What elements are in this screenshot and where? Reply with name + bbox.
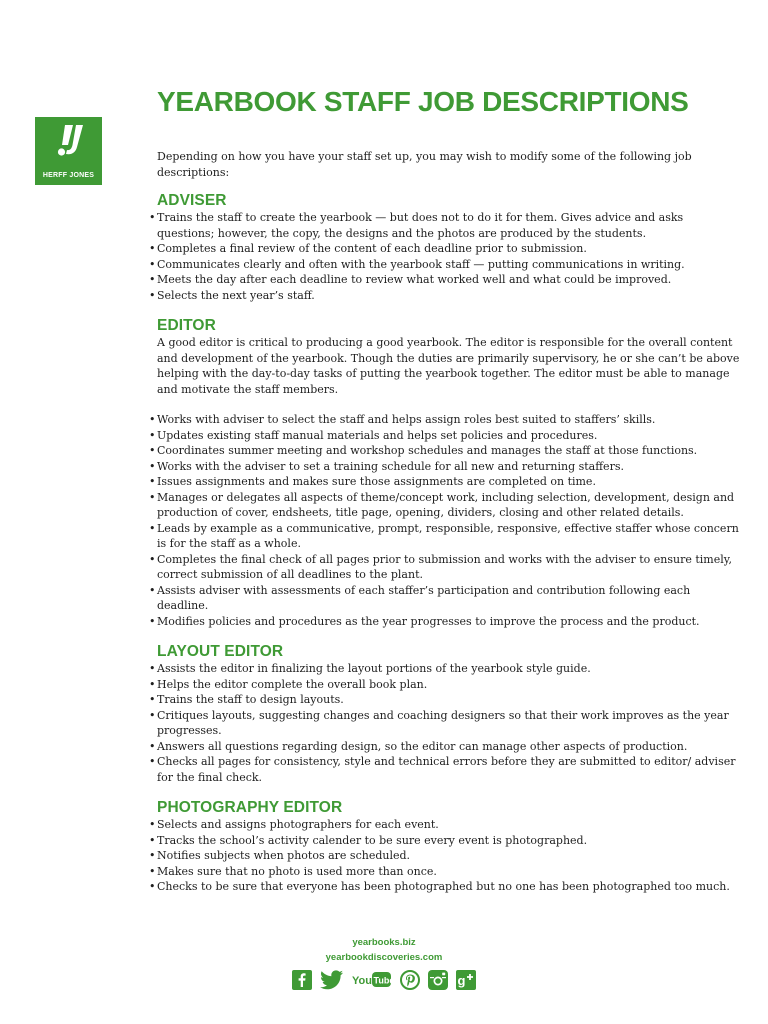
list-item: • Updates existing staff manual materials and helps set policies and procedures. (157, 428, 742, 444)
list-item: • Leads by example as a communicative, prompt, responsible, responsive, effective staffer whose concern is for the staff as a whole. (157, 521, 742, 552)
list-item: • Checks to be sure that everyone has been photographed but no one has been photographed too much. (157, 879, 742, 895)
editor-description: A good editor is critical to producing a good yearbook. The editor is responsible for the overall content and development of the yearbook. Though the duties are primarily supervisory, he or she can’t be above helping with the day-to-day tasks of putting the yearbook together. The editor must be able to manage and motivate the staff members. (157, 336, 740, 396)
list-item: • Tracks the school’s activity calender to be sure every event is photographed. (157, 833, 742, 849)
list-item: • Communicates clearly and often with the yearbook staff — putting communications in writing. (157, 257, 742, 273)
section-layout-editor (157, 643, 742, 785)
editor-duties-list (157, 412, 742, 629)
instagram-icon[interactable] (428, 970, 448, 990)
intro-text: Depending on how you have your staff set up, you may wish to modify some of the following job descriptions: (157, 150, 692, 179)
footer (0, 935, 768, 994)
list-item: • Makes sure that no photo is used more than once. (157, 864, 742, 880)
section-editor (157, 317, 742, 629)
social-icons (292, 970, 476, 990)
svg-text:g: g (457, 973, 466, 988)
google-plus-icon[interactable] (456, 970, 476, 990)
page-title: YEARBOOK STAFF JOB DESCRIPTIONS (157, 86, 689, 117)
list-item: • Completes a final review of the content of each deadline prior to submission. (157, 241, 742, 257)
list-item: • Assists adviser with assessments of each staffer’s participation and contribution following each deadline. (157, 583, 742, 614)
list-item: • Trains the staff to create the yearbook — but does not to do it for them. Gives advice and asks questions; however, the copy, the designs and the photos are produced by the students. (157, 210, 742, 241)
section-adviser (157, 192, 742, 303)
herff-jones-logo (35, 117, 102, 185)
list-item: • Meets the day after each deadline to review what worked well and what could be improved. (157, 272, 742, 288)
logo-mark-icon (35, 123, 102, 163)
list-item: • Works with adviser to select the staff and helps assign roles best suited to staffers’ skills. (157, 412, 742, 428)
svg-text:You: You (352, 975, 372, 987)
list-item: • Helps the editor complete the overall book plan. (157, 677, 742, 693)
list-item: • Notifies subjects when photos are scheduled. (157, 848, 742, 864)
document-body (157, 149, 742, 909)
logo-brand-text: HERFF JONES (42, 172, 95, 179)
list-item: • Answers all questions regarding design, so the editor can manage other aspects of production. (157, 739, 742, 755)
list-item: • Critiques layouts, suggesting changes and coaching designers so that their work improves as the year progresses. (157, 708, 742, 739)
list-item: • Completes the final check of all pages prior to submission and works with the adviser to ensure timely, correct submission of all deadlines to the plant. (157, 552, 742, 583)
twitter-icon[interactable] (320, 970, 344, 990)
section-heading: LAYOUT EDITOR (157, 643, 284, 660)
list-item: • Assists the editor in finalizing the layout portions of the yearbook style guide. (157, 661, 742, 677)
section-photography-editor (157, 799, 742, 895)
website-link-discoveries[interactable]: yearbookdiscoveries.com (325, 952, 443, 963)
youtube-icon[interactable] (352, 970, 395, 990)
photography-editor-duties-list (157, 817, 742, 895)
list-item: • Manages or delegates all aspects of theme/concept work, including selection, development, design and production of cover, endsheets, title page, opening, dividers, closing and other related details. (157, 490, 742, 521)
list-item: • Checks all pages for consistency, style and technical errors before they are submitted to editor/ adviser for the final check. (157, 754, 742, 785)
facebook-icon[interactable] (292, 970, 312, 990)
pinterest-icon[interactable] (400, 970, 420, 990)
section-heading: EDITOR (157, 317, 216, 334)
section-heading: ADVISER (157, 192, 227, 209)
list-item: • Works with the adviser to set a training schedule for all new and returning staffers. (157, 459, 742, 475)
list-item: • Selects the next year’s staff. (157, 288, 742, 304)
adviser-duties-list (157, 210, 742, 303)
list-item: • Trains the staff to design layouts. (157, 692, 742, 708)
list-item: • Issues assignments and makes sure those assignments are completed on time. (157, 474, 742, 490)
list-item: • Coordinates summer meeting and workshop schedules and manages the staff at those functions. (157, 443, 742, 459)
svg-text:Tube: Tube (373, 975, 395, 986)
section-heading: PHOTOGRAPHY EDITOR (157, 799, 343, 816)
list-item: • Selects and assigns photographers for each event. (157, 817, 742, 833)
list-item: • Modifies policies and procedures as the year progresses to improve the process and the product. (157, 614, 742, 630)
website-link-yearbooks[interactable]: yearbooks.biz (352, 937, 416, 948)
layout-editor-duties-list (157, 661, 742, 785)
